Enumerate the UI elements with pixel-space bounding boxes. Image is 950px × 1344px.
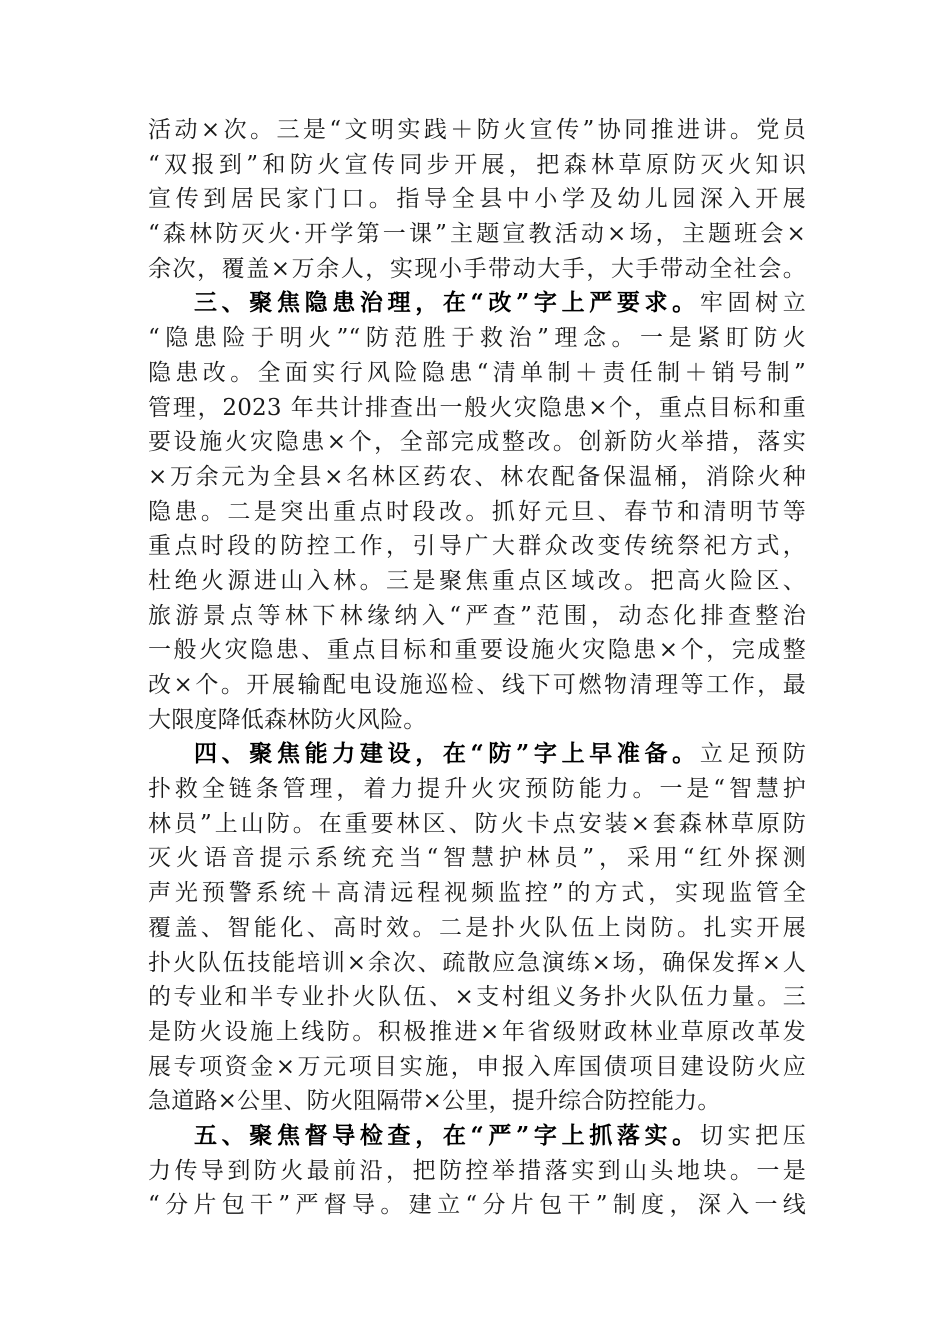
text-line: 重点时段的防控工作，引导广大群众改变传统祭祀方式， [148, 533, 806, 560]
text-line: 改×个。开展输配电设施巡检、线下可燃物清理等工作，最 [148, 672, 806, 698]
text-run: 牢固树立 [699, 290, 806, 317]
text-line: 是防火设施上线防。积极推进×年省级财政林业草原改革发 [148, 1018, 806, 1045]
text-line: 灭火语音提示系统充当“智慧护林员”，采用“红外探测 [148, 845, 806, 872]
text-line: 声光预警系统＋高清远程视频监控”的方式，实现监管全 [148, 880, 806, 907]
section-heading: 五、聚焦督导检查，在“严”字上抓落实。 [194, 1121, 700, 1149]
text-line: 的专业和半专业扑火队伍、×支村组义务扑火队伍力量。三 [148, 984, 806, 1011]
text-line: 林员”上山防。在重要林区、防火卡点安装×套森林草原防 [148, 810, 806, 837]
text-line: 一般火灾隐患、重点目标和重要设施火灾隐患×个，完成整 [148, 637, 806, 664]
text-line [148, 286, 806, 321]
text-line: 杜绝火源进山入林。三是聚焦重点区域改。把高火险区、 [148, 567, 806, 594]
text-line: 旅游景点等林下林缘纳入“严查”范围，动态化排查整治 [148, 602, 806, 629]
text-line: 要设施火灾隐患×个，全部完成整改。创新防火举措，落实 [148, 429, 806, 456]
text-line: 管理，2023 年共计排查出一般火灾隐患×个，重点目标和重 [148, 394, 806, 421]
text-line: 展专项资金×万元项目实施，申报入库国债项目建设防火应 [148, 1053, 806, 1080]
paragraph-4 [148, 1119, 806, 1223]
text-line: 隐患改。全面实行风险隐患“清单制＋责任制＋销号制” [148, 359, 806, 386]
document-body [148, 113, 806, 1223]
text-run: 切实把压 [699, 1122, 806, 1149]
text-line: “双报到”和防火宣传同步开展，把森林草原防灭火知识 [148, 151, 806, 178]
paragraph-2 [148, 286, 806, 737]
text-line: “隐患险于明火”“防范胜于救治”理念。一是紧盯防火 [148, 325, 806, 352]
text-line: 活动×次。三是“文明实践＋防火宣传”协同推进讲。党员 [148, 117, 806, 143]
text-line [148, 737, 806, 772]
text-line: 余次，覆盖×万余人，实现小手带动大手，大手带动全社会。 [148, 255, 806, 282]
text-line [148, 1119, 806, 1154]
text-run: 立足预防 [699, 741, 806, 768]
text-line: 力传导到防火最前沿，把防控举措落实到山头地块。一是 [148, 1157, 806, 1184]
text-line: ×万余元为全县×名林区药农、林农配备保温桶，消除火种 [148, 463, 806, 490]
text-line: 扑火队伍技能培训×余次、疏散应急演练×场，确保发挥×人 [148, 949, 806, 976]
text-line: 覆盖、智能化、高时效。二是扑火队伍上岗防。扎实开展 [148, 914, 806, 941]
text-line: 大限度降低森林防火风险。 [148, 706, 427, 733]
text-line: “森林防灭火·开学第一课”主题宣教活动×场，主题班会× [148, 221, 806, 248]
section-heading: 四、聚焦能力建设，在“防”字上早准备。 [194, 740, 700, 768]
text-line: 隐患。二是突出重点时段改。抓好元旦、春节和清明节等 [148, 498, 806, 525]
text-line: 宣传到居民家门口。指导全县中小学及幼儿园深入开展 [148, 186, 806, 213]
text-line: 扑救全链条管理，着力提升火灾预防能力。一是“智慧护 [148, 776, 806, 803]
paragraph-1 [148, 113, 806, 286]
section-heading: 三、聚焦隐患治理，在“改”字上严要求。 [194, 289, 700, 317]
text-line: 急道路×公里、防火阻隔带×公里，提升综合防控能力。 [148, 1088, 721, 1115]
text-line: “分片包干”严督导。建立“分片包干”制度，深入一线 [148, 1192, 806, 1219]
paragraph-3 [148, 737, 806, 1119]
